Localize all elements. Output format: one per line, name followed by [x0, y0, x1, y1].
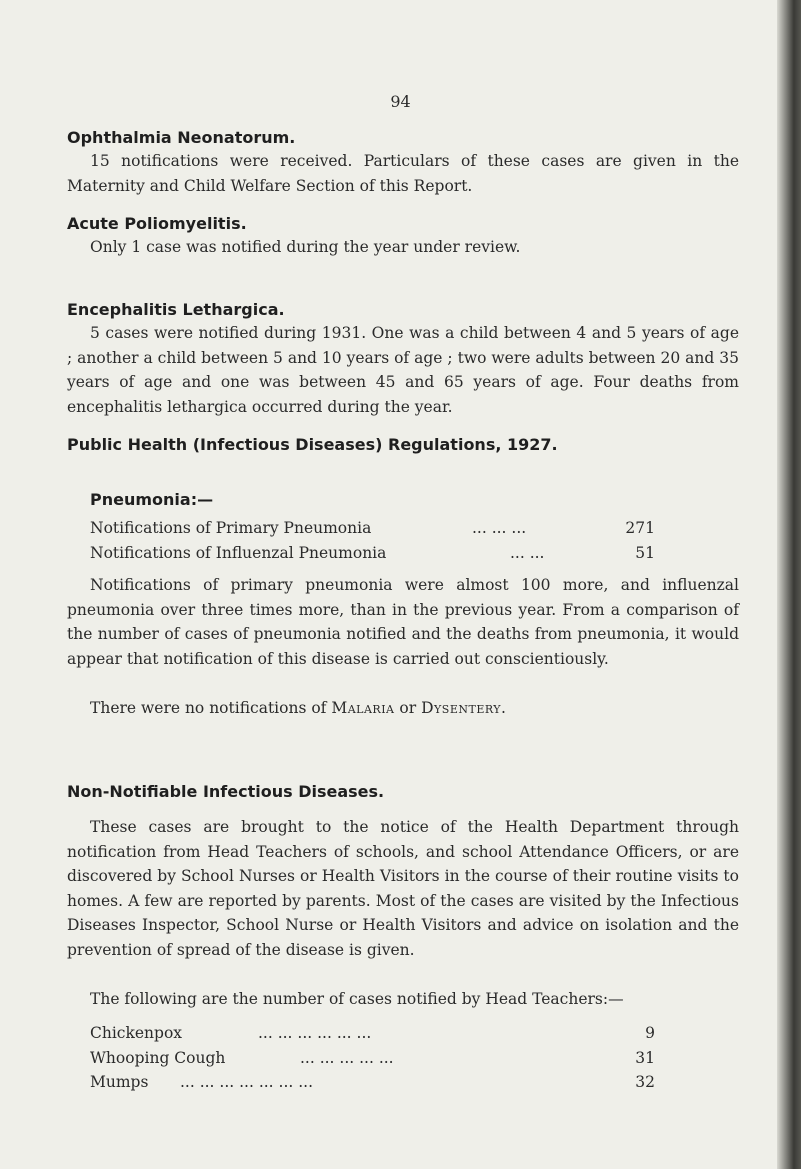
leader-dots: ... ... ... ... ... ... — [258, 1024, 372, 1042]
head-teachers-table — [90, 1021, 655, 1095]
row-value: 9 — [645, 1024, 655, 1042]
pneumonia-table — [90, 516, 655, 565]
leader-dots: ... ... — [510, 543, 545, 562]
table-row — [90, 516, 655, 541]
paragraph-pneumonia: Notifications of primary pneumonia were almost 100 more, and influenzal pneumonia over three times more, than in the previous year. From a comparison of the number of cases of pneumonia notified and the deaths from pneumonia, it would appear that notification of this disease is carried out conscientiously. — [67, 576, 739, 668]
row-value: 271 — [625, 519, 655, 537]
row-value: 32 — [635, 1073, 655, 1092]
leader-dots: ... ... ... — [472, 519, 527, 537]
table-row — [90, 1021, 655, 1046]
leader-dots: ... ... ... ... ... — [300, 1048, 394, 1067]
leader-dots: ... ... ... ... ... ... ... — [180, 1073, 314, 1092]
row-value: 31 — [635, 1048, 655, 1067]
page-number: 94 — [390, 92, 411, 111]
table-row — [90, 541, 655, 566]
row-label: Notifications of Influenzal Pneumonia — [90, 543, 387, 562]
subheading-pneumonia: Pneumonia:— — [90, 490, 214, 509]
heading-poliomyelitis: Acute Poliomyelitis. — [67, 214, 247, 233]
table-row — [90, 1070, 655, 1095]
paragraph-poliomyelitis: Only 1 case was notified during the year under review. — [90, 238, 521, 256]
row-label: Chickenpox — [90, 1024, 183, 1042]
row-label: Whooping Cough — [90, 1048, 226, 1067]
paragraph-non-notifiable: These cases are brought to the notice of the Health Department through notification from Head Teachers of schools, and school Attendance Officers, or are discovered by School Nurses or Health Visitors in the course of their routine visits to homes. A few are reported by parents. Most of the cases are visited by the Infectious Diseases Inspector, School Nurse or Health Visitors and advice on isolation and the prevention of spread of the disease is given. — [67, 818, 739, 959]
row-label: Mumps — [90, 1073, 149, 1092]
paragraph-head-teachers-intro: The following are the number of cases notified by Head Teachers:— — [90, 990, 624, 1008]
table-row — [90, 1046, 655, 1071]
heading-regulations: Public Health (Infectious Diseases) Regulations, 1927. — [67, 435, 558, 454]
heading-ophthalmia: Ophthalmia Neonatorum. — [67, 128, 296, 147]
paragraph-ophthalmia: 15 notifications were received. Particulars of these cases are given in the Maternity and Child Welfare Section of this Report. — [67, 152, 739, 195]
page-edge-shadow — [777, 0, 801, 1169]
row-label: Notifications of Primary Pneumonia — [90, 519, 372, 537]
paragraph-malaria-dysentery: There were no notifications of Malaria or Dysentery. — [90, 699, 507, 717]
heading-non-notifiable: Non-Notifiable Infectious Diseases. — [67, 782, 385, 801]
heading-encephalitis: Encephalitis Lethargica. — [67, 300, 285, 319]
paragraph-encephalitis: 5 cases were notified during 1931. One was a child between 4 and 5 years of age ; another a child between 5 and 10 years of age ; two were adults between 20 and 35 years of age and one was between 45 and 65 years of age. Four deaths from encephalitis lethargica occurred during the year. — [67, 324, 739, 416]
row-value: 51 — [635, 543, 655, 562]
